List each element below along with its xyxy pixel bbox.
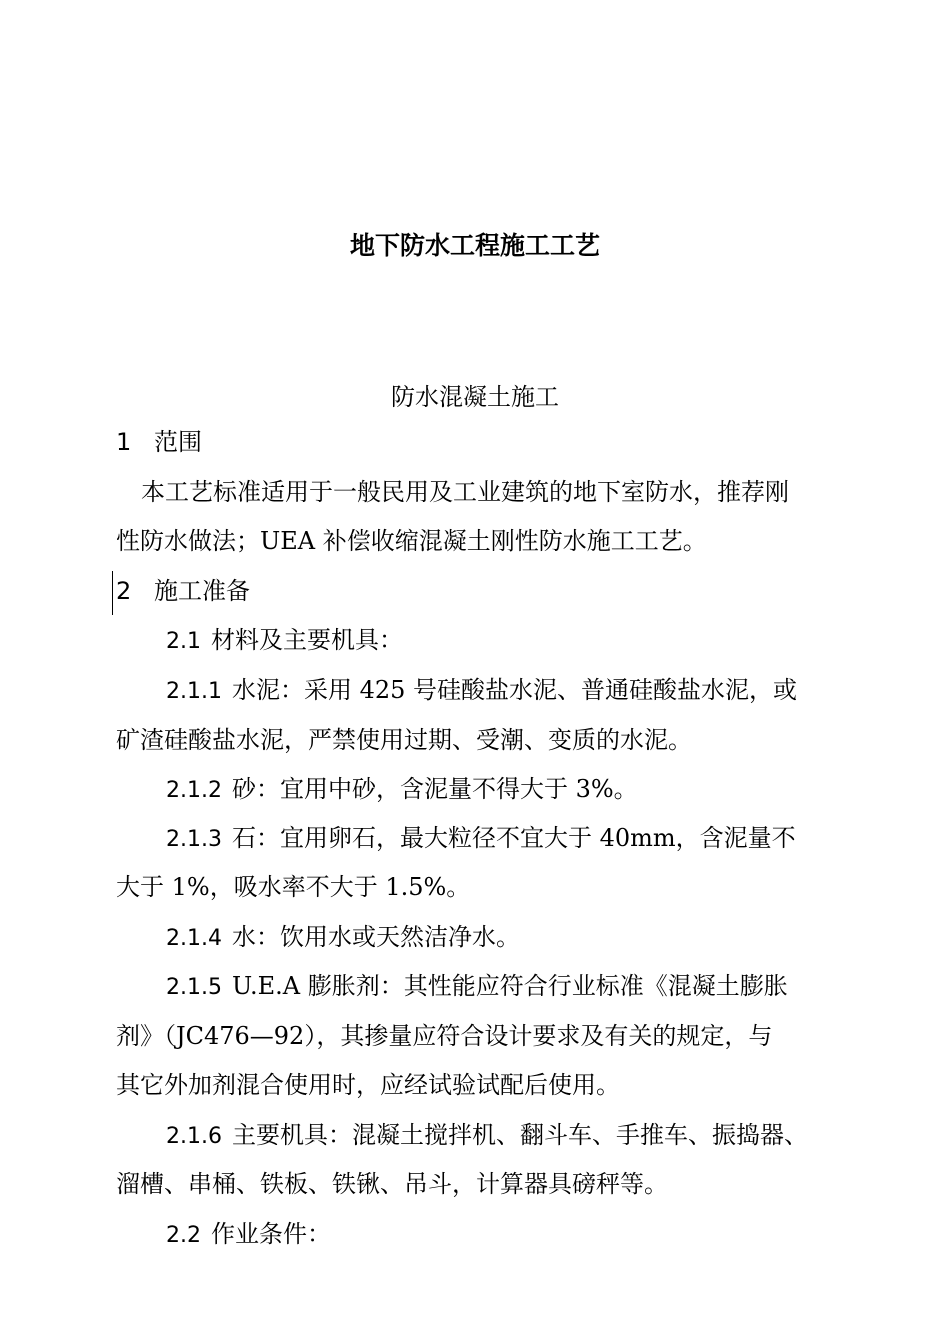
section-title: 范围 bbox=[154, 428, 202, 456]
item-2-1-6-line2: 溜槽、串桶、铁板、铁锹、吊斗，计算器具磅秤等。 bbox=[116, 1170, 668, 1198]
item-text: 水：饮用水或天然洁净水。 bbox=[231, 923, 520, 951]
item-number: 2.1.3 bbox=[166, 827, 222, 852]
item-text: 石：宜用卵石，最大粒径不宜大于 40mm，含泥量不 bbox=[231, 824, 796, 852]
item-2-1-3-line1 bbox=[166, 820, 796, 858]
paragraph-line: 性防水做法；UEA 补偿收缩混凝土刚性防水施工工艺。 bbox=[116, 527, 707, 555]
item-2-1-1-line1 bbox=[166, 672, 797, 710]
item-2-1-5-line3: 其它外加剂混合使用时，应经试验试配后使用。 bbox=[116, 1071, 620, 1099]
subsection-2-2 bbox=[166, 1216, 331, 1254]
item-text: U.E.A 膨胀剂：其性能应符合行业标准《混凝土膨胀 bbox=[231, 972, 788, 1000]
item-number: 2.1.1 bbox=[166, 679, 222, 704]
document-subtitle: 防水混凝土施工 bbox=[391, 383, 559, 411]
item-2-1-1-line2: 矿渣硅酸盐水泥，严禁使用过期、受潮、变质的水泥。 bbox=[116, 726, 692, 754]
item-number: 2.1.2 bbox=[166, 778, 222, 803]
subsection-text: 材料及主要机具： bbox=[211, 626, 403, 654]
item-2-1-4-line1 bbox=[166, 919, 520, 957]
subsection-number: 2.2 bbox=[166, 1223, 201, 1248]
item-number: 2.1.5 bbox=[166, 975, 222, 1000]
subsection-text: 作业条件： bbox=[211, 1220, 331, 1248]
text-cursor bbox=[112, 571, 113, 615]
section-number: 1 bbox=[116, 428, 132, 456]
subsection-2-1 bbox=[166, 622, 403, 660]
section-2-heading bbox=[116, 573, 250, 609]
document-title: 地下防水工程施工工艺 bbox=[349, 231, 600, 260]
section-number: 2 bbox=[116, 577, 132, 605]
item-2-1-5-line2: 剂》（JC476—92），其掺量应符合设计要求及有关的规定，与 bbox=[116, 1022, 773, 1050]
item-2-1-2-line1 bbox=[166, 771, 638, 809]
item-text: 主要机具：混凝土搅拌机、翻斗车、手推车、振捣器、 bbox=[231, 1121, 808, 1149]
subsection-number: 2.1 bbox=[166, 629, 201, 654]
item-number: 2.1.4 bbox=[166, 926, 222, 951]
item-text: 水泥：采用 425 号硅酸盐水泥、普通硅酸盐水泥，或 bbox=[231, 676, 798, 704]
item-text: 砂：宜用中砂，含泥量不得大于 3%。 bbox=[231, 775, 638, 803]
item-number: 2.1.6 bbox=[166, 1124, 222, 1149]
section-title: 施工准备 bbox=[154, 577, 250, 605]
item-2-1-5-line1 bbox=[166, 968, 788, 1006]
paragraph-line: 本工艺标准适用于一般民用及工业建筑的地下室防水，推荐刚 bbox=[141, 478, 789, 506]
item-2-1-6-line1 bbox=[166, 1117, 808, 1155]
item-2-1-3-line2: 大于 1%，吸水率不大于 1.5%。 bbox=[116, 873, 471, 901]
section-1-heading bbox=[116, 424, 202, 460]
